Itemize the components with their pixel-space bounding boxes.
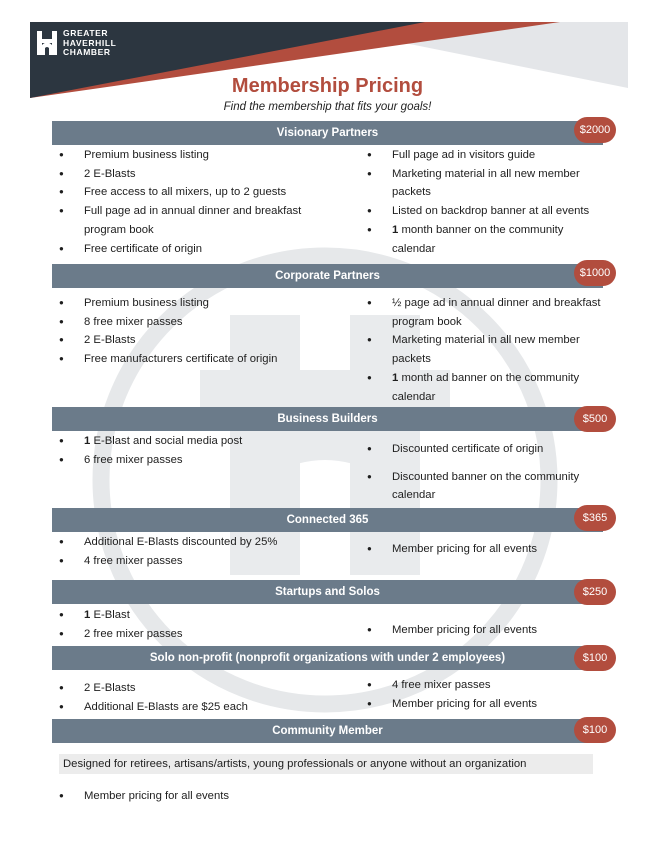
business-builders-left-benefits xyxy=(59,432,344,469)
business-builders-right-benefits xyxy=(367,440,607,505)
tier-bar-business-builders xyxy=(52,407,603,431)
list-item: ● Free manufacturers certificate of origin xyxy=(59,350,344,369)
tier-bar-community-member xyxy=(52,719,603,743)
community-description: Designed for retirees, artisans/artists, young professionals or anyone without an organization xyxy=(59,754,593,774)
tier-name: Community Member xyxy=(272,725,383,737)
logo-line-1: GREATER xyxy=(63,28,109,38)
item-text: month banner on the community calendar xyxy=(392,223,564,255)
solo-nonprofit-left-benefits xyxy=(59,679,344,716)
chamber-logo xyxy=(36,29,116,58)
list-item: ● Discounted banner on the community calendar xyxy=(367,468,607,505)
item-text: E-Blast and social media post xyxy=(93,435,243,447)
list-item: ● Member pricing for all events xyxy=(367,695,607,714)
list-item: ● Additional E-Blasts are $25 each xyxy=(59,698,344,717)
list-item: ● 2 E-Blasts xyxy=(59,679,344,698)
tier-bar-startups-and-solos xyxy=(52,580,603,604)
list-item xyxy=(367,369,617,406)
tier-bar-corporate-partners xyxy=(52,264,603,288)
tier-name: Connected 365 xyxy=(286,514,369,526)
item-text: E-Blast xyxy=(93,609,130,621)
list-item: ● Premium business listing xyxy=(59,146,344,165)
tier-name: Business Builders xyxy=(277,413,378,425)
list-item: ● 2 E-Blasts xyxy=(59,165,344,184)
list-item: ● 4 free mixer passes xyxy=(367,676,607,695)
list-item: ● 4 free mixer passes xyxy=(59,552,344,571)
list-item: ● 2 free mixer passes xyxy=(59,625,344,644)
list-item: ● Member pricing for all events xyxy=(59,787,344,806)
page-subtitle: Find the membership that fits your goals! xyxy=(223,101,432,113)
tier-bar-connected-365 xyxy=(52,508,603,532)
list-item: ● ½ page ad in annual dinner and breakfast program book xyxy=(367,294,617,331)
list-item: ● Marketing material in all new member packets xyxy=(367,331,617,368)
tier-bar-visionary-partners xyxy=(52,121,603,145)
list-item xyxy=(59,606,344,625)
list-item: ● Additional E-Blasts discounted by 25% xyxy=(59,533,344,552)
logo-line-3: CHAMBER xyxy=(63,47,111,57)
connected-365-right-benefits xyxy=(367,540,607,559)
solo-nonprofit-right-benefits xyxy=(367,676,607,713)
list-item: ● 6 free mixer passes xyxy=(59,451,344,470)
startups-left-benefits xyxy=(59,606,344,643)
list-item: ● Premium business listing xyxy=(59,294,344,313)
list-item: ● Marketing material in all new member packets xyxy=(367,165,607,202)
tier-bar-solo-nonprofit xyxy=(52,646,603,670)
community-benefits xyxy=(59,787,344,806)
bold-count: 1 xyxy=(392,223,399,236)
list-item: ● 8 free mixer passes xyxy=(59,313,344,332)
visionary-right-benefits xyxy=(367,146,607,258)
tier-name: Corporate Partners xyxy=(275,270,380,282)
price-badge-business-builders: $500 xyxy=(574,406,616,432)
price-badge-connected-365: $365 xyxy=(574,505,616,531)
list-item: ● Listed on backdrop banner at all events xyxy=(367,202,607,221)
page-title: Membership Pricing xyxy=(231,75,424,97)
list-item: ● Full page ad in annual dinner and breakfast program book xyxy=(59,202,344,239)
list-item: ● Member pricing for all events xyxy=(367,540,607,559)
list-item: ● Discounted certificate of origin xyxy=(367,440,607,459)
list-item: ● Full page ad in visitors guide xyxy=(367,146,607,165)
bold-count: 1 xyxy=(392,371,399,384)
startups-right-benefits xyxy=(367,621,607,640)
price-badge-visionary: $2000 xyxy=(574,117,616,143)
list-item: ● Free certificate of origin xyxy=(59,240,344,259)
list-item xyxy=(367,221,607,258)
price-badge-corporate: $1000 xyxy=(574,260,616,286)
visionary-left-benefits xyxy=(59,146,344,258)
price-badge-startups: $250 xyxy=(574,579,616,605)
price-badge-solo-nonprofit: $100 xyxy=(574,645,616,671)
price-badge-community: $100 xyxy=(574,717,616,743)
list-item: ● Free access to all mixers, up to 2 guests xyxy=(59,183,344,202)
tier-name: Startups and Solos xyxy=(275,586,380,598)
item-text: month ad banner on the community calendar xyxy=(392,371,580,403)
corporate-left-benefits xyxy=(59,294,344,369)
list-item: ● 2 E-Blasts xyxy=(59,331,344,350)
chamber-h-icon xyxy=(36,31,58,55)
connected-365-left-benefits xyxy=(59,533,344,570)
corporate-right-benefits xyxy=(367,294,617,406)
bold-count: 1 xyxy=(84,435,91,447)
bold-count: 1 xyxy=(84,609,91,621)
logo-line-2: HAVERHILL xyxy=(63,37,117,48)
list-item: ● Member pricing for all events xyxy=(367,621,607,640)
tier-name: Solo non-profit (nonprofit organizations with under 2 employees) xyxy=(149,652,506,664)
tier-name: Visionary Partners xyxy=(276,127,379,139)
list-item xyxy=(59,432,344,451)
